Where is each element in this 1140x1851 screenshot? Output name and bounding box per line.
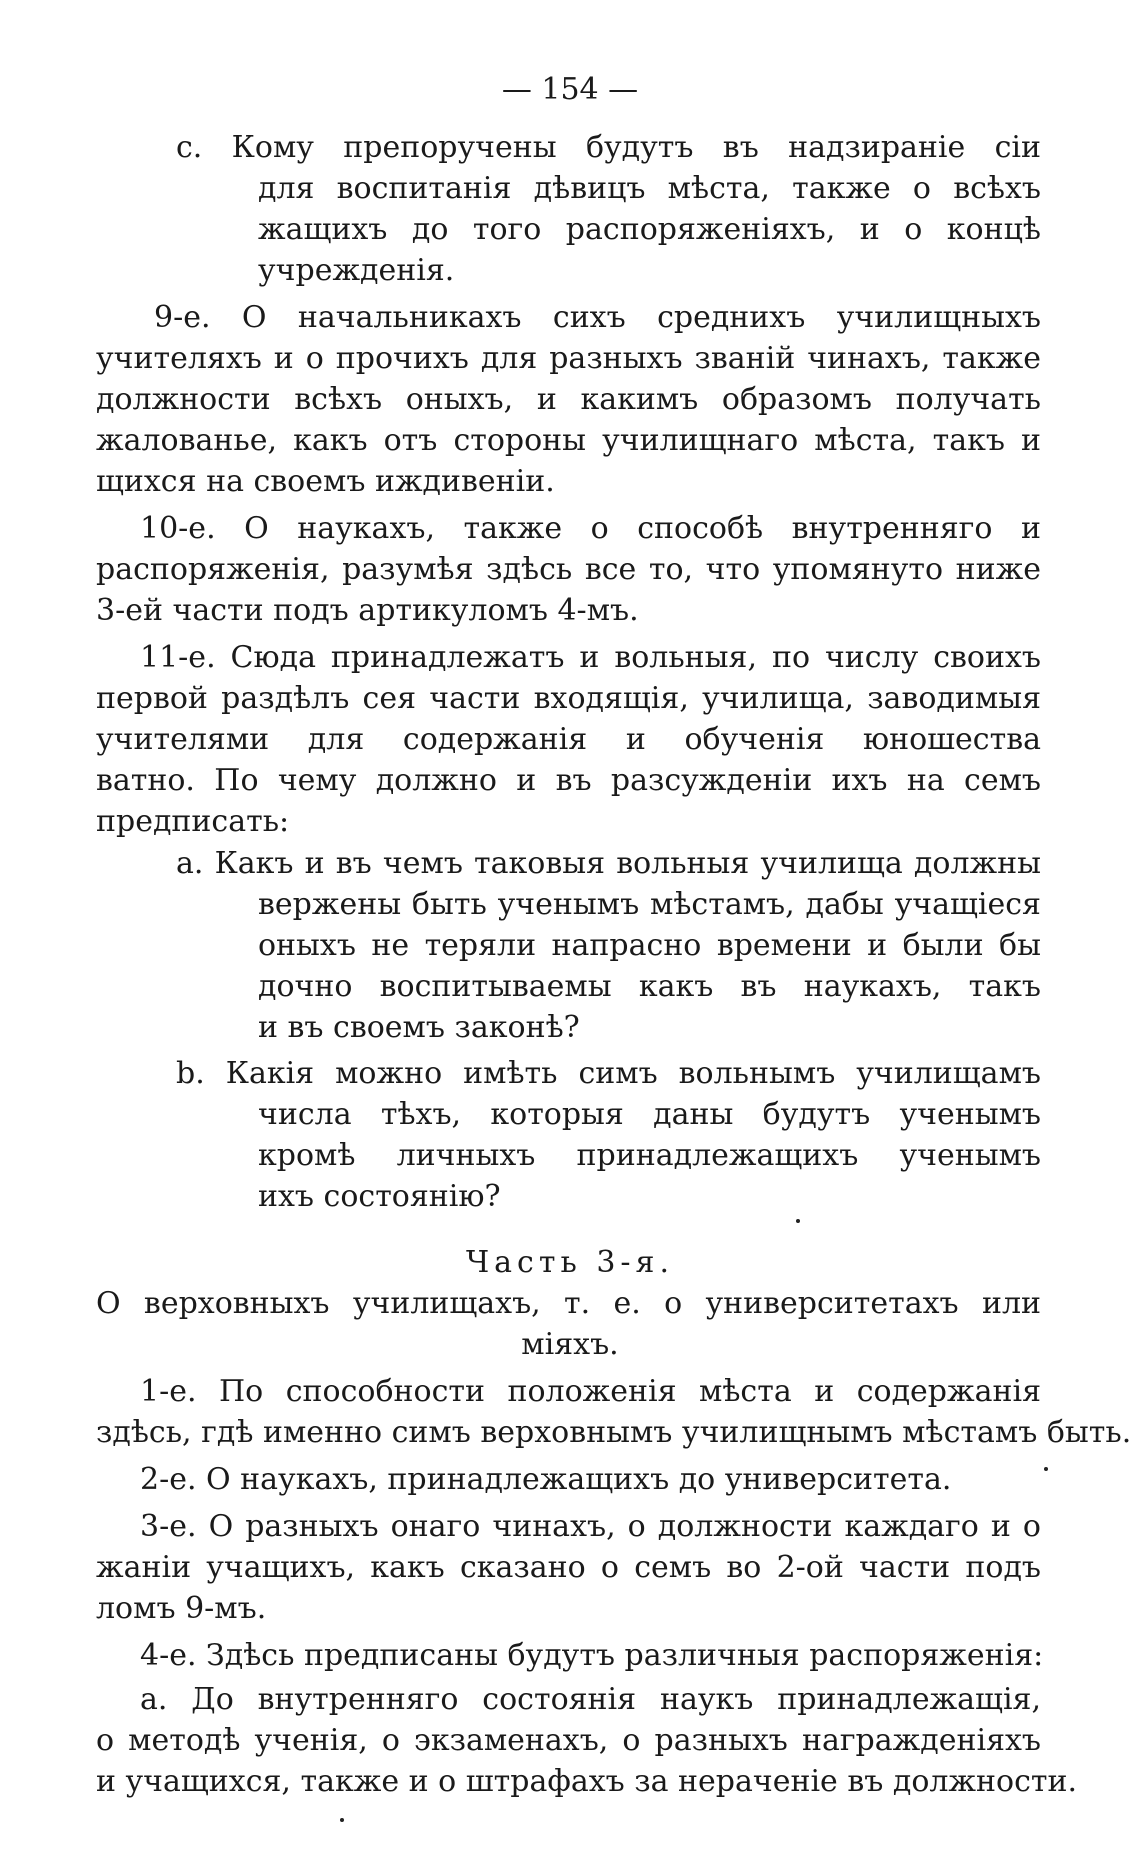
page-number: — 154 — <box>501 72 639 107</box>
text-line: и учащихся, также и о штрафахъ за нераченіе въ должности. <box>96 1764 1078 1799</box>
text-line: ватно. По чему должно и въ разсужденіи ихъ на семъ <box>96 763 1041 798</box>
text-line: c. Кому препоручены будутъ въ надзираніе сіи <box>176 130 1041 165</box>
text-line: распоряженія, разумѣя здѣсь все то, что упомянуто ниже <box>96 552 1041 587</box>
text-line: о методѣ ученія, о экзаменахъ, о разныхъ награжденіяхъ <box>96 1723 1041 1758</box>
text-line: жаніи учащихъ, какъ сказано о семъ во 2-ой части подъ <box>96 1550 1041 1585</box>
text-line: b. Какія можно имѣть симъ вольнымъ училищамъ <box>176 1056 1041 1091</box>
text-line: 1-е. По способности положенія мѣста и содержанія <box>140 1374 1041 1409</box>
scan-speck <box>1044 1467 1048 1471</box>
text-line: для воспитанія дѣвицъ мѣста, также о всѣхъ <box>258 171 1041 206</box>
text-line: 10-е. О наукахъ, также о способѣ внутренняго и <box>140 511 1041 546</box>
text-line: ломъ 9-мъ. <box>96 1591 267 1626</box>
text-line: жалованье, какъ отъ стороны училищнаго мѣста, такъ и <box>96 423 1041 458</box>
text-line: жащихъ до того распоряженіяхъ, и о концѣ <box>258 212 1041 247</box>
part-subtitle: міяхъ. <box>521 1327 619 1362</box>
scan-speck <box>796 1219 800 1223</box>
text-line: 9-е. О начальникахъ сихъ среднихъ училищныхъ <box>154 300 1041 335</box>
text-line: должности всѣхъ оныхъ, и какимъ образомъ получать <box>96 382 1041 417</box>
text-line: 4-е. Здѣсь предписаны будутъ различныя распоряженія: <box>140 1638 1044 1673</box>
text-line: числа тѣхъ, которыя даны будутъ ученымъ <box>258 1097 1041 1132</box>
text-line: a. До внутренняго состоянія наукъ принадлежащія, <box>140 1682 1041 1717</box>
text-line: учителяхъ и о прочихъ для разныхъ званій чинахъ, также <box>96 341 1041 376</box>
text-line: вержены быть ученымъ мѣстамъ, дабы учащіеся <box>258 887 1041 922</box>
text-line: учрежденія. <box>258 253 455 288</box>
text-line: a. Какъ и въ чемъ таковыя вольныя училища должны <box>176 846 1041 881</box>
part-subtitle: О верховныхъ училищахъ, т. е. о университетахъ или <box>96 1286 1041 1321</box>
text-line: предписать: <box>96 804 290 839</box>
text-line: ихъ состоянію? <box>258 1179 501 1214</box>
text-line: и въ своемъ законѣ? <box>258 1010 580 1045</box>
text-line: кромѣ личныхъ принадлежащихъ ученымъ <box>258 1138 1041 1173</box>
text-line: здѣсь, гдѣ именно симъ верховнымъ училищнымъ мѣстамъ быть. <box>96 1415 1132 1450</box>
text-line: оныхъ не теряли напрасно времени и были бы <box>258 928 1041 963</box>
text-line: 3-ей части подъ артикуломъ 4-мъ. <box>96 593 639 628</box>
text-line: первой раздѣлъ сея части входящія, училища, заводимыя <box>96 681 1041 716</box>
text-line: 11-е. Сюда принадлежатъ и вольныя, по числу своихъ <box>140 640 1041 675</box>
text-line: дочно воспитываемы какъ въ наукахъ, такъ <box>258 969 1041 1004</box>
text-line: 2-е. О наукахъ, принадлежащихъ до университета. <box>140 1462 952 1497</box>
part-heading: Часть 3-я. <box>465 1245 675 1280</box>
scan-speck <box>340 1818 344 1822</box>
text-line: учителями для содержанія и обученія юношества <box>96 722 1041 757</box>
text-line: 3-е. О разныхъ онаго чинахъ, о должности каждаго и о <box>140 1509 1041 1544</box>
text-line: щихся на своемъ иждивеніи. <box>96 464 555 499</box>
